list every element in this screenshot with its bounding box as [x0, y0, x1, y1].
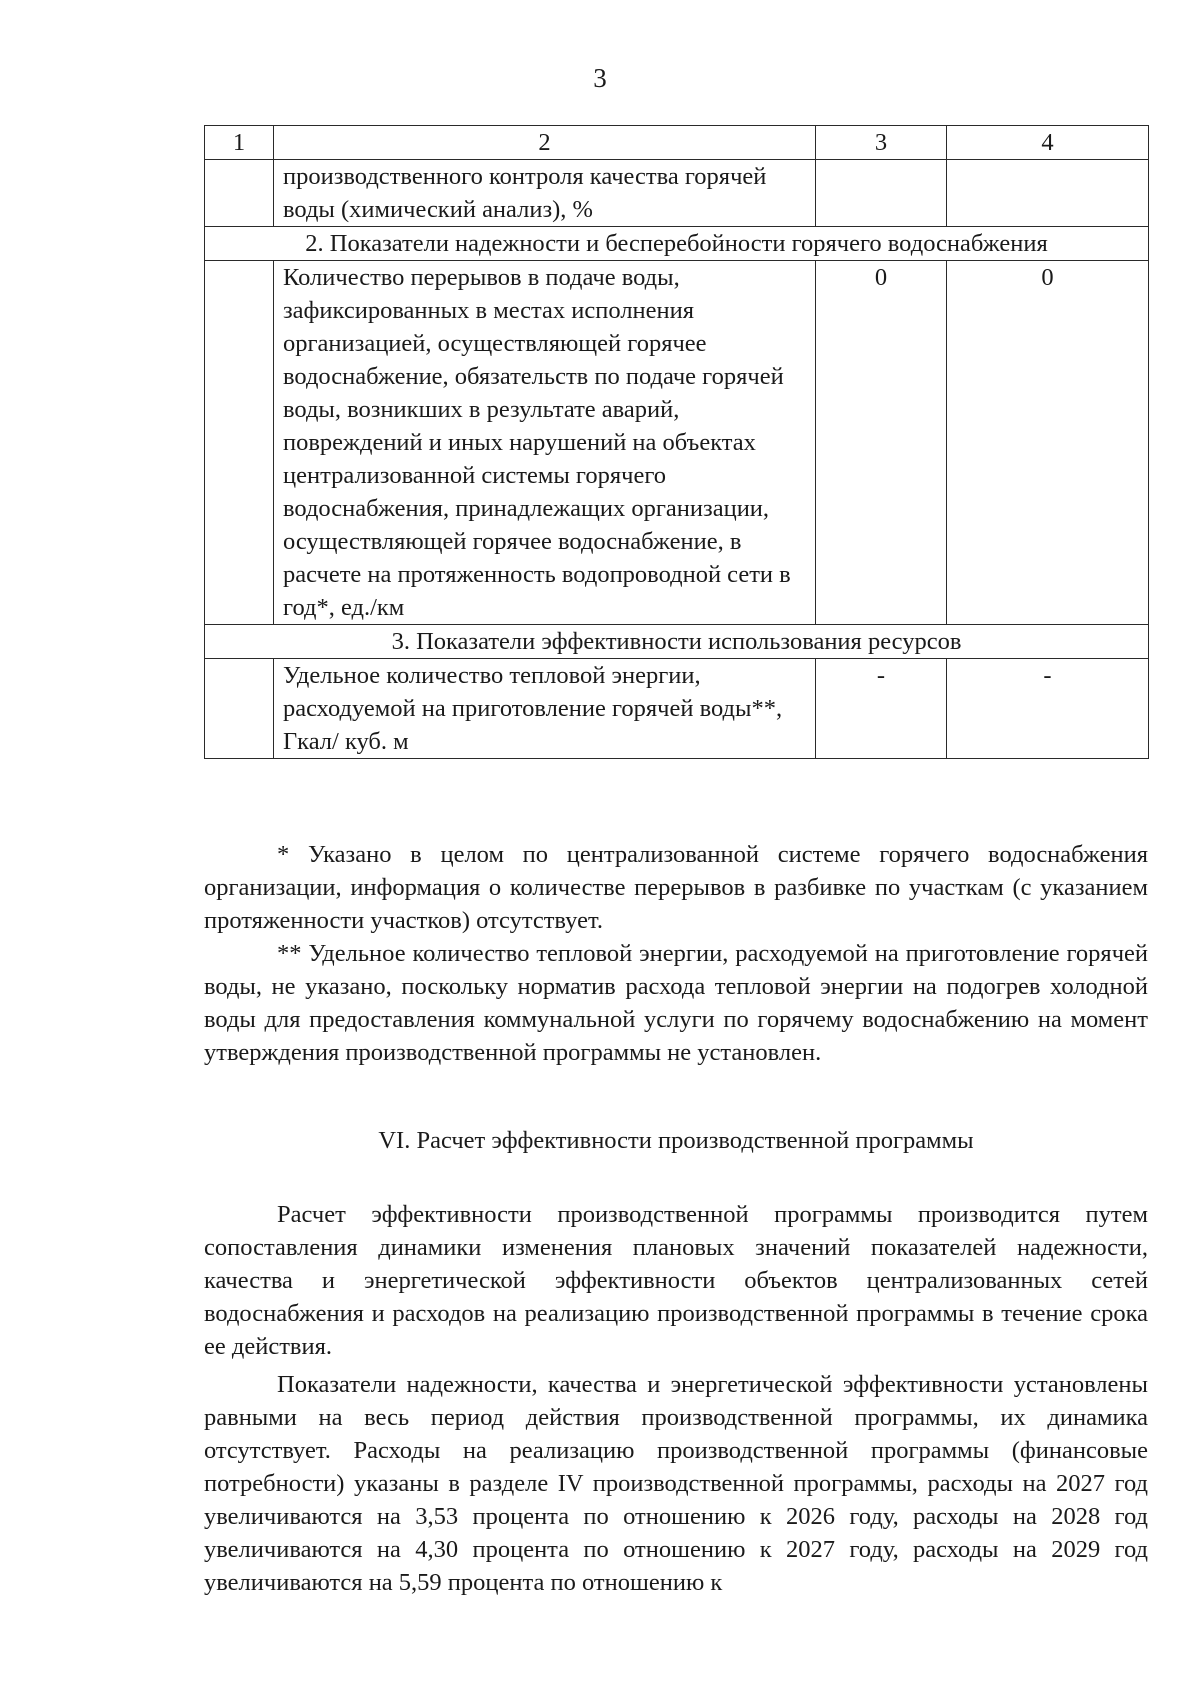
footnote-2: ** Удельное количество тепловой энергии, расходуемой на приготовление горячей воды, не указано, поскольку норматив расхода тепловой энергии на подогрев холодной воды для предоставления коммунальной услуги по горячему водоснабжению на момент утверждения производственной программы не установлен. — [204, 940, 1148, 1066]
section-heading: VI. Расчет эффективности производственной программы — [378, 1127, 974, 1154]
paragraph-2: Показатели надежности, качества и энергетической эффективности установлены равными на весь период действия производственной программы, их динамика отсутствует. Расходы на реализацию производственной программы (финансовые потребности) указаны в разделе IV производственной программы, расходы на 2027 год увеличиваются на 3,53 процента по отношению к 2026 году, расходы на 2028 год увеличиваются на 4,30 процента по отношению к 2027 году, расходы на 2029 год увеличиваются на 5,59 процента по отношению к — [204, 1371, 1148, 1596]
value-cell-col3: 0 — [816, 261, 947, 625]
indicator-name-cell: Количество перерывов в подаче воды, зафиксированных в местах исполнения организацией, осуществляющей горячее водоснабжение, обязательств по подаче горячей воды, возникших в результате аварий, повреждений и иных нарушений на объектах централизованной системы горячего водоснабжения, принадлежащих организации, осуществляющей горячее водоснабжение, в расчете на протяженность водопроводной сети в год*, ед./км — [274, 261, 816, 625]
value-cell-col3: - — [816, 659, 947, 759]
row-number-cell — [205, 659, 274, 759]
section-title-efficiency: 3. Показатели эффективности использования ресурсов — [205, 625, 1149, 659]
value-cell-col4: 0 — [947, 261, 1149, 625]
paragraph-1: Расчет эффективности производственной программы производится путем сопоставления динамики изменения плановых значений показателей надежности, качества и энергетической эффективности объектов централизованных сетей водоснабжения и расходов на реализацию производственной программы в течение срока ее действия. — [204, 1201, 1148, 1360]
value-cell-col4 — [947, 160, 1149, 227]
section-row-reliability — [205, 227, 1149, 261]
row-number-cell — [205, 160, 274, 227]
table-row-interruptions — [205, 261, 1149, 625]
table-row-heat-energy — [205, 659, 1149, 759]
header-cell-4: 4 — [947, 126, 1149, 160]
table-row-quality-control — [205, 160, 1149, 227]
indicator-name-cell: производственного контроля качества горячей воды (химический анализ), % — [274, 160, 816, 227]
value-cell-col3 — [816, 160, 947, 227]
footnote-1: * Указано в целом по централизованной системе горячего водоснабжения организации, информация о количестве перерывов в разбивке по участкам (с указанием протяженности участков) отсутствует. — [204, 841, 1148, 934]
header-cell-2: 2 — [274, 126, 816, 160]
indicator-name-cell: Удельное количество тепловой энергии, расходуемой на приготовление горячей воды**, Гкал/ куб. м — [274, 659, 816, 759]
footnotes — [204, 838, 1148, 1069]
section-title-reliability: 2. Показатели надежности и бесперебойности горячего водоснабжения — [205, 227, 1149, 261]
page-number: 3 — [593, 63, 607, 93]
indicators-table — [204, 125, 1149, 759]
header-cell-3: 3 — [816, 126, 947, 160]
header-cell-1: 1 — [205, 126, 274, 160]
section-row-efficiency — [205, 625, 1149, 659]
body-text — [204, 1198, 1148, 1599]
row-number-cell — [205, 261, 274, 625]
table-header-row — [205, 126, 1149, 160]
value-cell-col4: - — [947, 659, 1149, 759]
